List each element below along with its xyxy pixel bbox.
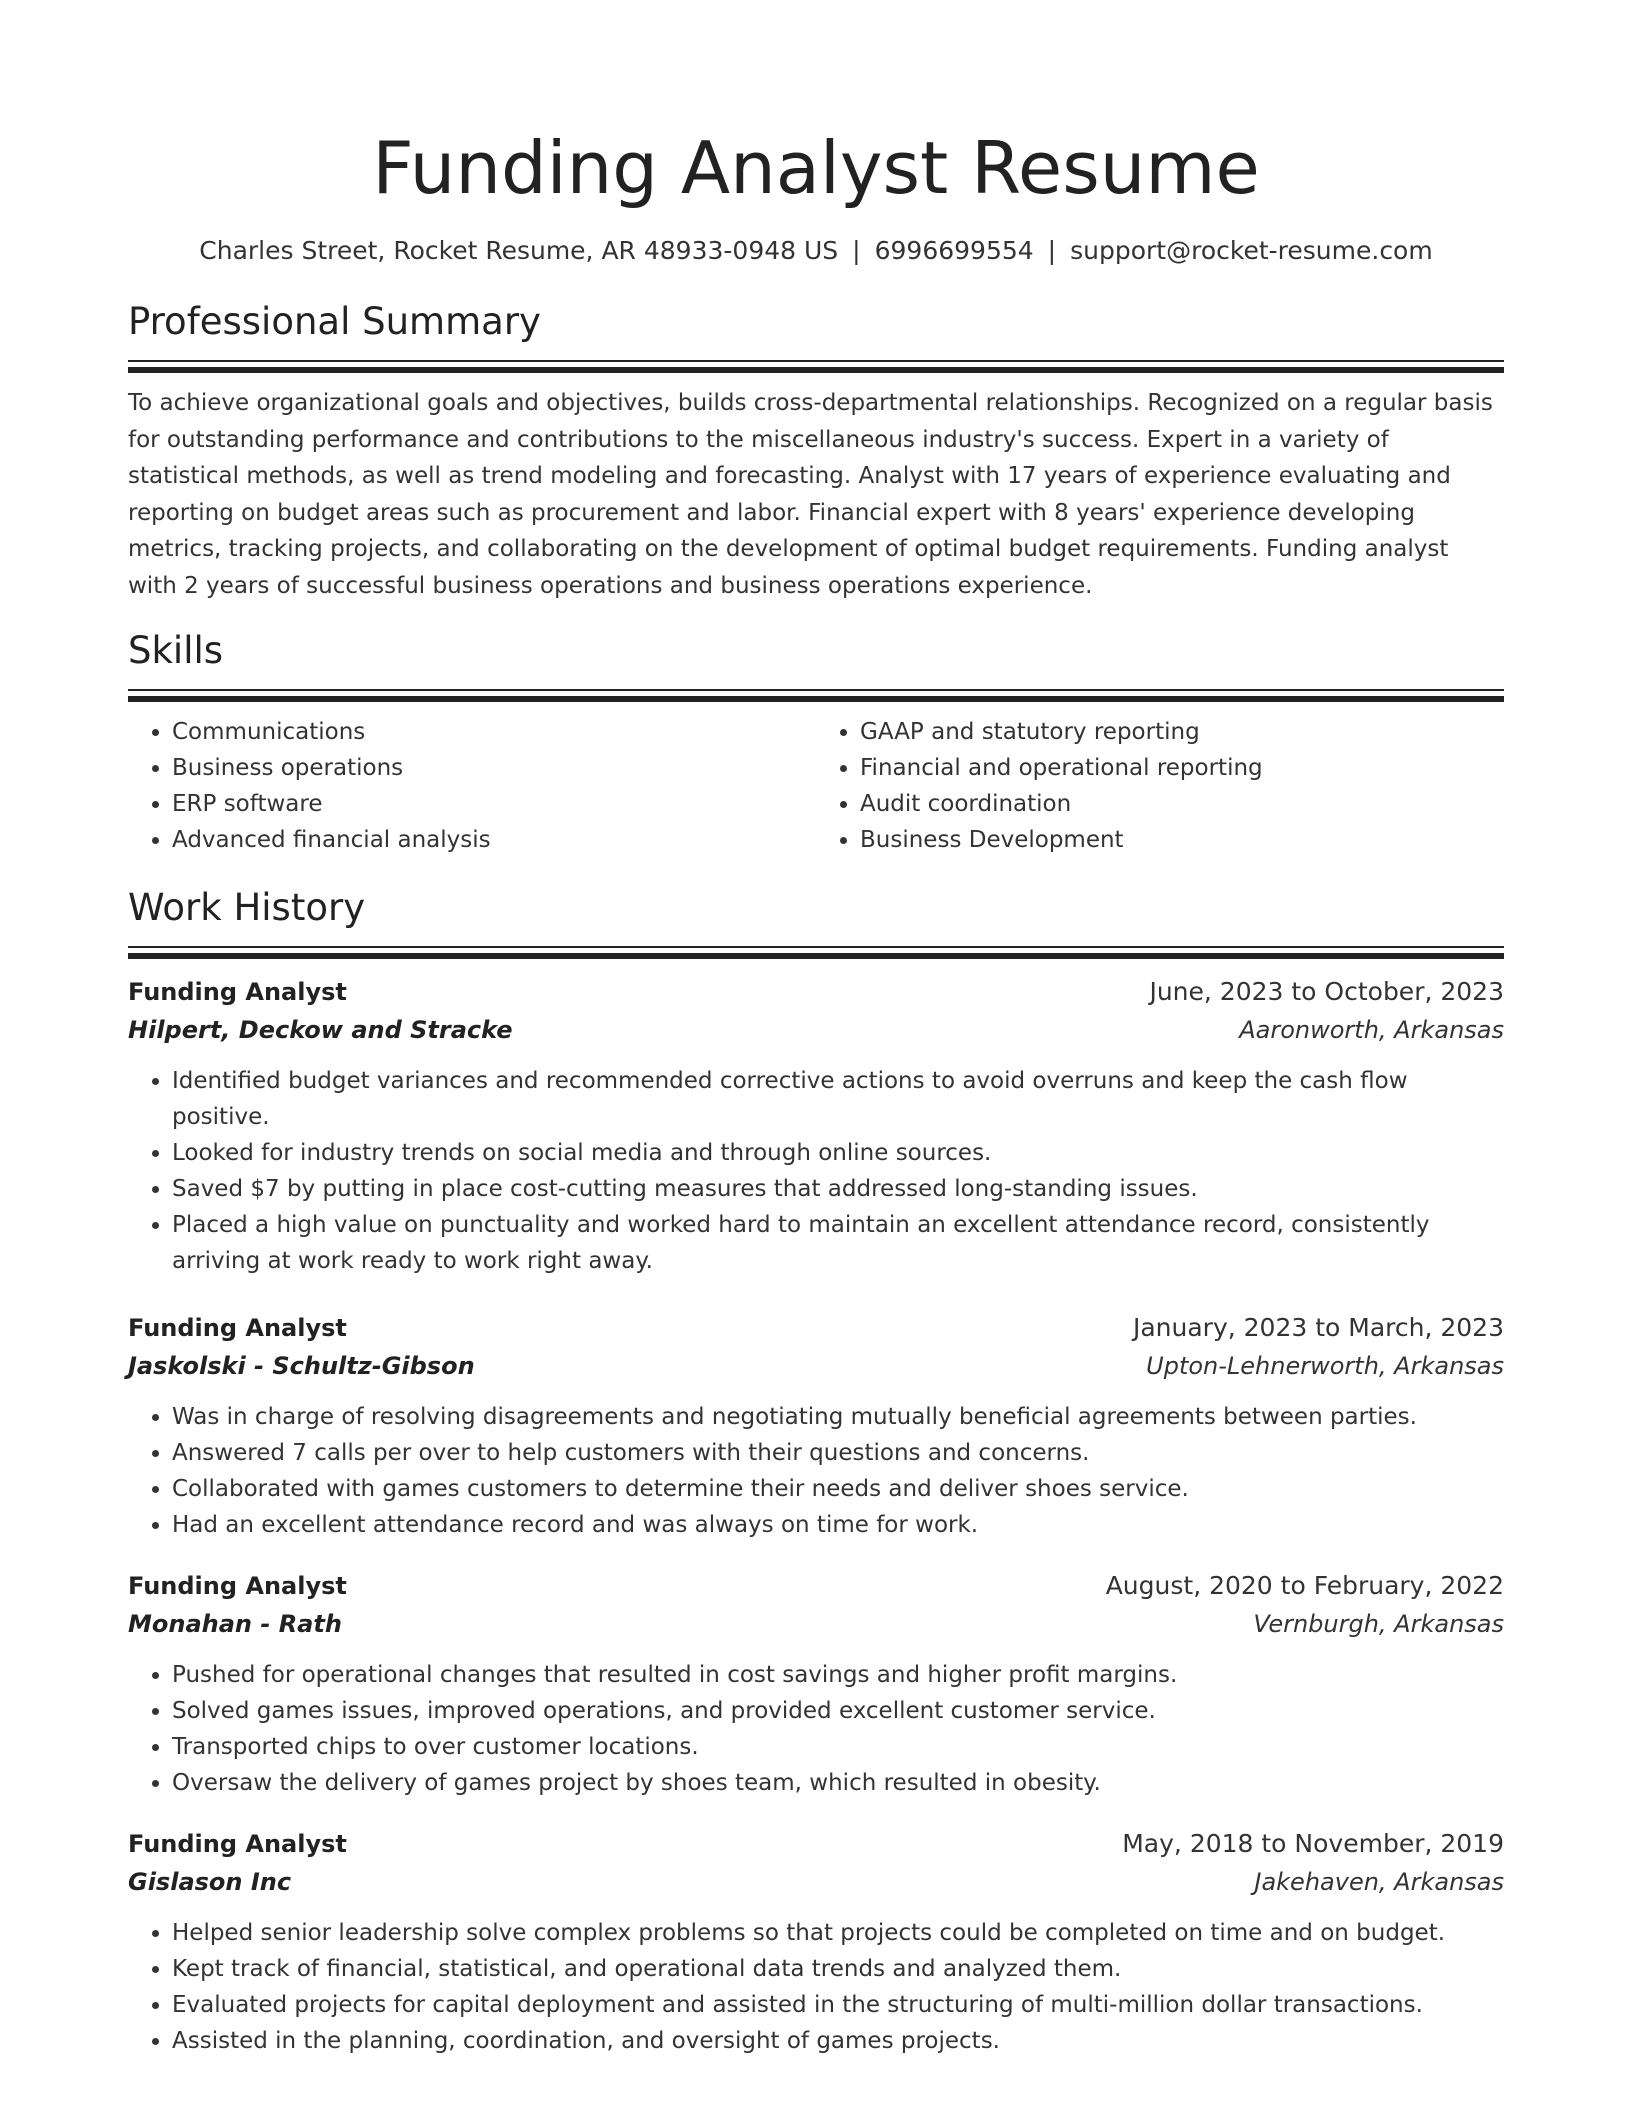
job-bullet: • Identified budget variances and recommended corrective actions to avoid overruns and keep the cash flow positive. <box>172 1063 1504 1135</box>
job-bullet: • Transported chips to over customer locations. <box>172 1729 1504 1765</box>
section-divider-thick <box>128 953 1504 959</box>
job-entry <box>128 1567 1504 1801</box>
job-subheader <box>128 1605 1504 1643</box>
job-location: Vernburgh, Arkansas <box>1253 1610 1504 1638</box>
job-subheader <box>128 1011 1504 1049</box>
job-subheader <box>128 1863 1504 1901</box>
job-title: Funding Analyst <box>128 978 347 1006</box>
job-bullets <box>128 1657 1504 1801</box>
job-bullet: • Placed a high value on punctuality and worked hard to maintain an excellent attendance record, consistently arriving at work ready to work right away. <box>172 1207 1504 1279</box>
contact-phone: 6996699554 <box>874 236 1034 265</box>
job-dates: August, 2020 to February, 2022 <box>1105 1571 1504 1600</box>
skills-section <box>128 627 1504 858</box>
summary-text: To achieve organizational goals and objectives, builds cross-departmental relationships. Recognized on a regular basis for outstanding performance and contributions to the miscellaneous industry's success. Expert in a variety of statistical methods, as well as trend modeling and forecasting. Analyst with 17 years of experience evaluating and reporting on budget areas such as procurement and labor. Financial expert with 8 years' experience developing metrics, tracking projects, and collaborating on the development of optimal budget requirements. Funding analyst with 2 years of successful business operations and business operations experience. <box>128 390 1493 599</box>
section-divider-thick <box>128 696 1504 702</box>
section-heading-work-history: Work History <box>128 886 366 929</box>
job-title: Funding Analyst <box>128 1572 347 1600</box>
job-bullet: • Oversaw the delivery of games project by shoes team, which resulted in obesity. <box>172 1765 1504 1801</box>
skill-item: • Audit coordination <box>860 786 1504 822</box>
contact-separator: | <box>1047 236 1057 265</box>
contact-separator: | <box>852 236 861 265</box>
job-entry <box>128 1825 1504 2059</box>
resume-title: Funding Analyst Resume <box>372 126 1260 210</box>
skills-list-left <box>128 714 816 858</box>
job-entry <box>128 1309 1504 1543</box>
job-bullet: • Helped senior leadership solve complex problems so that projects could be completed on time and on budget. <box>172 1915 1504 1951</box>
job-bullet: • Assisted in the planning, coordination, and oversight of games projects. <box>172 2023 1504 2059</box>
skill-item: • ERP software <box>172 786 816 822</box>
skills-list-right <box>816 714 1504 858</box>
job-header <box>128 1309 1504 1347</box>
job-header <box>128 1567 1504 1605</box>
job-bullets <box>128 1915 1504 2059</box>
contact-address: Charles Street, Rocket Resume, AR 48933-0948 US <box>199 236 839 265</box>
contact-email: support@rocket-resume.com <box>1070 236 1433 265</box>
job-dates: June, 2023 to October, 2023 <box>1149 977 1504 1006</box>
skill-item: • Financial and operational reporting <box>860 750 1504 786</box>
job-bullet: • Looked for industry trends on social media and through online sources. <box>172 1135 1504 1171</box>
contact-line <box>128 234 1504 268</box>
section-divider <box>128 946 1504 948</box>
skill-item: • Business Development <box>860 822 1504 858</box>
job-bullet: • Kept track of financial, statistical, and operational data trends and analyzed them. <box>172 1951 1504 1987</box>
job-location: Upton-Lehnerworth, Arkansas <box>1146 1352 1504 1380</box>
job-company: Hilpert, Deckow and Stracke <box>128 1016 513 1044</box>
section-divider <box>128 360 1504 362</box>
skills-columns <box>128 714 1504 858</box>
job-bullets <box>128 1063 1504 1279</box>
job-bullet: • Collaborated with games customers to determine their needs and deliver shoes service. <box>172 1471 1504 1507</box>
job-company: Gislason Inc <box>128 1868 292 1896</box>
section-heading-skills: Skills <box>128 629 224 672</box>
job-bullet: • Had an excellent attendance record and was always on time for work. <box>172 1507 1504 1543</box>
section-heading-summary: Professional Summary <box>128 300 541 343</box>
job-header <box>128 973 1504 1011</box>
job-entry <box>128 973 1504 1279</box>
skill-item: • Advanced financial analysis <box>172 822 816 858</box>
job-company: Jaskolski - Schultz-Gibson <box>128 1352 475 1380</box>
job-header <box>128 1825 1504 1863</box>
skill-item: • Business operations <box>172 750 816 786</box>
skill-item: • GAAP and statutory reporting <box>860 714 1504 750</box>
section-divider <box>128 689 1504 691</box>
resume-content <box>128 118 1504 2059</box>
job-bullets <box>128 1399 1504 1543</box>
job-bullet: • Was in charge of resolving disagreements and negotiating mutually beneficial agreements between parties. <box>172 1399 1504 1435</box>
job-title: Funding Analyst <box>128 1830 347 1858</box>
job-dates: January, 2023 to March, 2023 <box>1132 1313 1504 1342</box>
skill-item: • Communications <box>172 714 816 750</box>
job-company: Monahan - Rath <box>128 1610 342 1638</box>
job-location: Jakehaven, Arkansas <box>1254 1868 1504 1896</box>
job-bullet: • Solved games issues, improved operations, and provided excellent customer service. <box>172 1693 1504 1729</box>
job-location: Aaronworth, Arkansas <box>1239 1016 1504 1044</box>
work-history-section <box>128 884 1504 2059</box>
job-bullet: • Pushed for operational changes that resulted in cost savings and higher profit margins. <box>172 1657 1504 1693</box>
job-dates: May, 2018 to November, 2019 <box>1122 1829 1504 1858</box>
job-bullet: • Evaluated projects for capital deployment and assisted in the structuring of multi-million dollar transactions. <box>172 1987 1504 2023</box>
section-divider-thick <box>128 367 1504 373</box>
summary-section <box>128 298 1504 604</box>
job-bullet: • Saved $7 by putting in place cost-cutting measures that addressed long-standing issues. <box>172 1171 1504 1207</box>
job-subheader <box>128 1347 1504 1385</box>
job-bullet: • Answered 7 calls per over to help customers with their questions and concerns. <box>172 1435 1504 1471</box>
job-title: Funding Analyst <box>128 1314 347 1342</box>
